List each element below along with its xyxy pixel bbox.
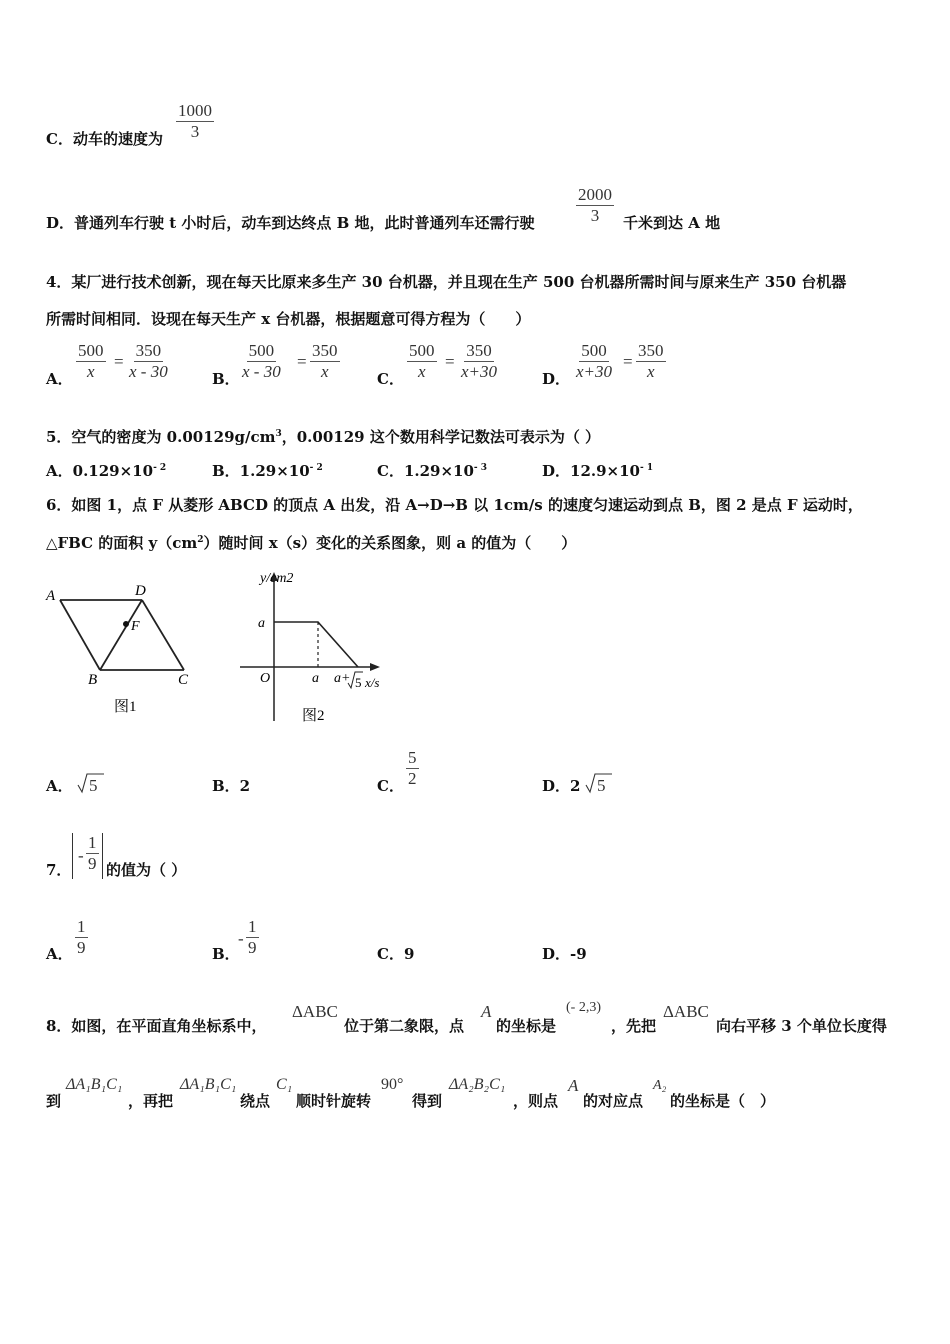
- minus-sign: -: [238, 929, 244, 948]
- q6-option-a: A．: [46, 777, 73, 795]
- q8-line2-c: 绕点: [240, 1092, 271, 1110]
- q3-c-fraction: [176, 101, 214, 142]
- denominator: 3: [190, 122, 200, 141]
- label-c: C: [178, 672, 189, 688]
- function-graph: [274, 622, 358, 667]
- q8-triangle-a1b1c1: ΔA₁B₁C₁: [66, 1076, 123, 1093]
- q8-triangle-a2b2c1: ΔA₂B₂C₁: [449, 1076, 506, 1093]
- label-a-plus: a+: [334, 671, 351, 686]
- figure2-caption: 图2: [302, 708, 325, 724]
- fraction-right: $\frac{350}{x - 30}$: [129, 341, 168, 381]
- figure1-caption: 图1: [114, 699, 137, 715]
- q8-line2-f: ，则点: [513, 1092, 559, 1110]
- q8-line1-d: ，先把: [611, 1017, 657, 1035]
- q8-line2-h: 的坐标是（ ）: [670, 1092, 776, 1110]
- label-a: A: [46, 588, 56, 604]
- y-axis-label: y/cm2: [260, 571, 294, 586]
- q8-line2-e: 得到: [412, 1092, 443, 1110]
- option-label: D．: [542, 370, 571, 388]
- q3-option-c: C．动车的速度为: [46, 130, 163, 148]
- equals-sign: =: [445, 352, 455, 371]
- fraction-right: $\frac{350}{x+30}$: [461, 341, 498, 381]
- q6-option-d: D．2: [542, 777, 581, 795]
- q6-option-c: C．: [377, 777, 404, 795]
- q6-a-sqrt5: [76, 770, 106, 796]
- x-axis-label: x/s: [365, 675, 380, 690]
- equals-sign: =: [114, 352, 124, 371]
- q6-figure1-rhombus: [40, 578, 200, 723]
- q7-option-c: C．9: [377, 945, 415, 963]
- q3-d-fraction: [576, 185, 614, 226]
- q8-point-c1: C₁: [276, 1076, 293, 1093]
- q6-option-b: B．2: [212, 777, 251, 795]
- q8-line1-e: 向右平移 3 个单位长度得: [716, 1017, 887, 1035]
- label-sqrt5: 5: [355, 675, 362, 690]
- q6-c-fraction: $\frac{5}{2}$: [408, 748, 417, 788]
- edge-dc: [142, 600, 184, 670]
- q7-label: 7．: [46, 861, 72, 879]
- label-d: D: [135, 583, 146, 599]
- fraction-right: $\frac{350}{x}$: [312, 341, 338, 381]
- q6-stem-line2: △FBC 的面积 $y(cm^2)$随时间 x（s）变化的关系图象，则 a 的值为（ ）: [46, 534, 577, 552]
- abs-bar-left: [72, 833, 73, 879]
- q8-line1-b: 位于第二象限，点: [344, 1017, 465, 1035]
- q7-option-a: A．: [46, 945, 73, 963]
- q8-triangle-a1b1c1-2: ΔA₁B₁C₁: [180, 1076, 237, 1093]
- q6-stem-line1: 6．如图 1，点 F 从菱形 ABCD 的顶点 A 出发，沿 A→D→B 以 1cm/s 的速度匀速运动到点 B，图 2 是点 F 运动时，: [46, 496, 863, 514]
- edge-ab: [60, 600, 100, 670]
- option-label: C．: [377, 370, 404, 388]
- numerator: 2000: [578, 185, 612, 204]
- q7-fraction: $\frac{1}{9}$: [88, 833, 97, 873]
- q8-triangle-abc: ΔABC: [292, 1002, 338, 1021]
- label-a-y: a: [258, 616, 265, 631]
- q8-line2-a: 到: [46, 1092, 62, 1110]
- q6-figure2-graph: [236, 566, 388, 728]
- origin-label: O: [260, 671, 271, 686]
- q3-d-tail: 千米到达 A 地: [623, 214, 721, 232]
- q7-b-fraction: $\frac{1}{9}$: [248, 917, 257, 957]
- x-axis-arrow: [370, 663, 380, 671]
- q4-stem-line2: 所需时间相同．设现在每天生产 x 台机器，根据题意可得方程为（ ）: [46, 310, 531, 328]
- q4-stem-line1: 4．某厂进行技术创新，现在每天比原来多生产 30 台机器，并且现在生产 500 台机器所需时间与原来生产 350 台机器: [46, 273, 847, 291]
- option-label: A．: [46, 370, 73, 388]
- q5-option-c: C．$1.29\times 10^{- 3}$: [377, 462, 488, 480]
- equals-sign: =: [623, 352, 633, 371]
- q8-line2-g: 的对应点: [583, 1092, 644, 1110]
- q7-tail: 的值为（ ）: [106, 861, 187, 879]
- fraction-left: $\frac{500}{x}$: [409, 341, 435, 381]
- radicand: 5: [89, 776, 98, 795]
- q3-option-d: D．普通列车行驶 t 小时后，动车到达终点 B 地，此时普通列车还需行驶: [46, 214, 535, 232]
- q8-coordinate: (- 2,3): [566, 1000, 601, 1015]
- diagonal-db: [100, 600, 142, 670]
- q5-option-d: D．$12.9\times 10^{- 1}$: [542, 462, 654, 480]
- q8-point-a-2: A: [568, 1076, 579, 1095]
- q8-line2-b: ，再把: [128, 1092, 174, 1110]
- q5-option-a: A．$0.129\times 10^{- 2}$: [46, 462, 167, 480]
- option-label: B．: [212, 370, 240, 388]
- label-f: F: [131, 619, 140, 634]
- q7-option-d: D．-9: [542, 945, 587, 963]
- equals-sign: =: [297, 352, 307, 371]
- q5-option-b: B．$1.29\times 10^{- 2}$: [212, 462, 323, 480]
- q8-point-a: A: [481, 1002, 492, 1021]
- q8-point-a2: A₂: [653, 1078, 667, 1093]
- q7-option-b: B．: [212, 945, 240, 963]
- fraction-left: $\frac{500}{x+30}$: [576, 341, 613, 381]
- numerator: 1000: [178, 101, 212, 120]
- fraction-left: $\frac{500}{x - 30}$: [242, 341, 281, 381]
- q6-d-sqrt5: [584, 770, 614, 796]
- label-b: B: [88, 672, 98, 688]
- q8-triangle-abc-2: ΔABC: [663, 1002, 709, 1021]
- minus-sign: -: [78, 846, 84, 865]
- radicand: 5: [597, 776, 606, 795]
- q8-line1-a: 8．如图，在平面直角坐标系中，: [46, 1017, 267, 1035]
- q5-stem: 5．空气的密度为 $0.00129g/cm^3$，0.00129 这个数用科学记数法可表示为（ ）: [46, 428, 601, 446]
- q7-a-fraction: $\frac{1}{9}$: [77, 917, 86, 957]
- denominator: 3: [590, 206, 600, 225]
- point-f: [123, 621, 129, 627]
- q8-line1-c: 的坐标是: [496, 1017, 557, 1035]
- q8-angle-90: 90°: [381, 1076, 404, 1093]
- fraction-right: $\frac{350}{x}$: [638, 341, 664, 381]
- abs-bar-right: [102, 833, 103, 879]
- fraction-left: $\frac{500}{x}$: [78, 341, 104, 381]
- label-a-x: a: [312, 671, 319, 686]
- q8-line2-d: 顺时针旋转: [296, 1092, 372, 1110]
